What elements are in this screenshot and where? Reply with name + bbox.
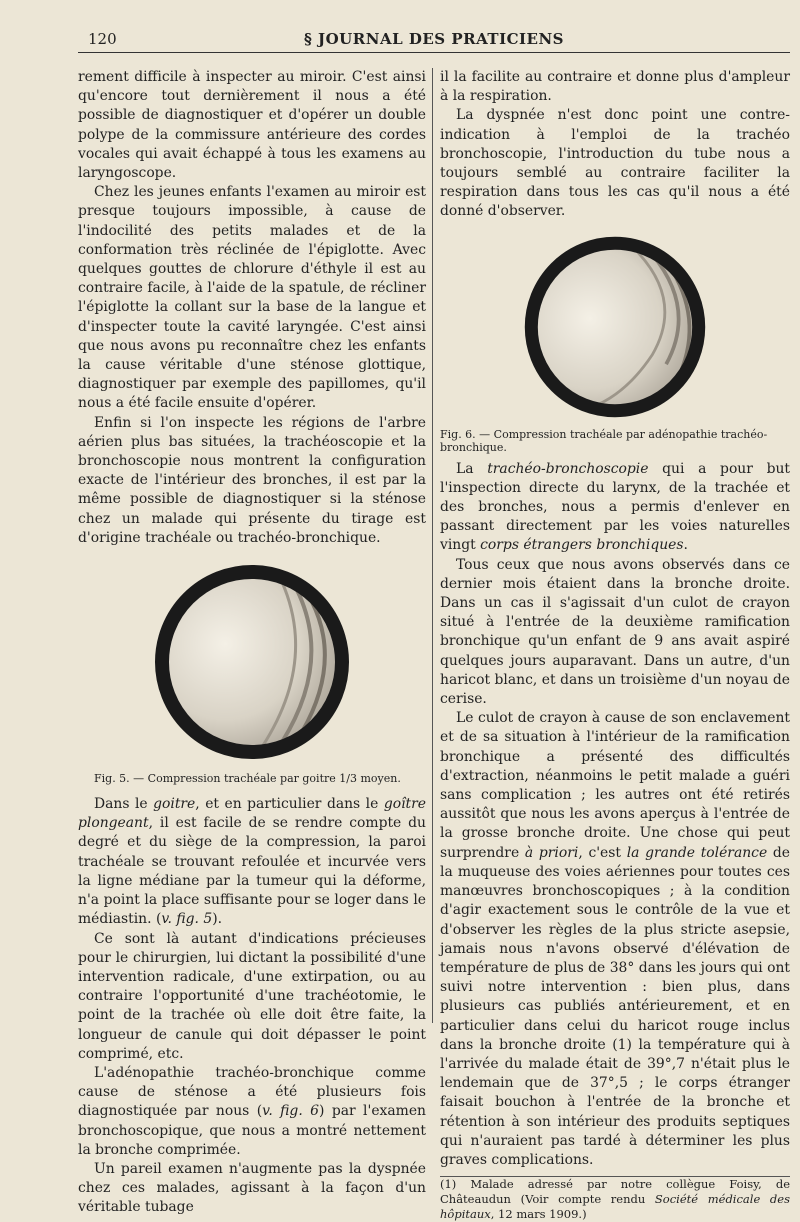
journal-title: § JOURNAL DES PRATICIENS — [303, 30, 565, 48]
paragraph: Enfin si l'on inspecte les régions de l'arbre aérien plus bas situées, la trachéoscopie et la bronchoscopie nous montrent la configuration exacte de l'intérieur des bronches, il est par la même possible de diagnostiquer si la sténose chez un malade qui présente du tirage est d'origine trachéale ou trachéo-bronchique. — [78, 414, 426, 546]
figure-6-endoscopic-view — [522, 234, 708, 420]
figure-5-caption: Fig. 5. — Compression trachéale par goitre 1/3 moyen. — [94, 772, 401, 786]
paragraph: Un pareil examen n'augmente pas la dyspnée chez ces malades, agissant à la façon d'un véritable tubage — [78, 1160, 426, 1216]
paragraph: il la facilite au contraire et donne plus d'ampleur à la respiration. — [440, 69, 790, 105]
paragraph: La trachéo-bronchoscopie qui a pour but l'inspection directe du larynx, de la trachée et des bronches, nous a permis d'enlever en passant directement par les voies naturelles vingt corps étrangers bronchiques. — [440, 460, 790, 554]
paragraph: L'adénopathie trachéo-bronchique comme cause de sténose a été plusieurs fois diagnostiquée par nous (v. fig. 6) par l'examen bronchoscopique, que nous a montré nettement la bronche comprimée. — [78, 1064, 426, 1158]
footnote: (1) Malade adressé par notre collègue Foisy, de Châteaudun (Voir compte rendu Société médicale des hôpitaux, 12 mars 1909.) — [440, 1177, 790, 1222]
running-header — [78, 26, 790, 53]
figure-6-caption: Fig. 6. — Compression trachéale par adénopathie trachéo- bronchique. — [440, 427, 768, 454]
figure-5-endoscopic-view — [152, 562, 352, 762]
paragraph: rement difficile à inspecter au miroir. C'est ainsi qu'encore tout dernièrement il nous a été possible de diagnostiquer et d'opérer un double polype de la commissure antérieure des cordes vocales qui avait échappé à tous les examens au laryngoscope. — [78, 69, 426, 182]
left-column — [78, 68, 426, 1218]
right-column — [440, 68, 790, 1222]
column-divider — [432, 68, 433, 1023]
paragraph: Chez les jeunes enfants l'examen au miroir est presque toujours impossible, à cause de l'indocilité des petits malades et de la conformation très réclinée de l'épiglotte. Avec quelques gouttes de chlorure d'éthyle il est au contraire facile, à l'aide de la spatule, de récliner l'épiglotte la collant sur la base de la langue et d'inspecter toute la cavité laryngée. C'est ainsi que nous avons pu reconnaître chez les enfants la cause véritable d'une sténose glottique, diagnostiquer par exemple des papillomes, qu'il nous a été facile ensuite d'opérer. — [78, 184, 426, 412]
page-number: 120 — [88, 30, 117, 48]
paragraph: La dyspnée n'est donc point une contre-indication à l'emploi de la trachéo bronchoscopie, l'introduction du tube nous a toujours semblé au contraire faciliter la respiration dans tous les cas qu'il nous a été donné d'observer. — [440, 107, 790, 220]
figure-5 — [78, 562, 426, 785]
paragraph: Le culot de crayon à cause de son enclavement et de sa situation à l'intérieur de la ramification bronchique a présenté des difficultés d'extraction, néanmoins le petit malade a guéri sans complication ; les autres ont été retirés aussitôt que nous les avons aperçus à l'entrée de la grosse bronche droite. Une chose qui peut surprendre à priori, c'est la grande tolérance de la muqueuse des voies aériennes pour toutes ces manœuvres bronchoscopiques ; à la condition d'agir exactement sous le contrôle de la vue et d'observer les règles de la plus stricte asepsie, jamais nous n'avons observé d'élévation de température de plus de 38° dans les jours qui ont suivi notre intervention : bien plus, dans plusieurs cas publiés antérieurement, et en particulier dans celui du haricot rouge inclus dans la bronche droite (1) la température qui à l'arrivée du malade était de 39°,7 n'était plus le lendemain que de 37°,5 ; le corps étranger faisait bouchon à l'entrée de la bronche et rétention à son intérieur des produits septiques qui n'auraient pas tardé à déterminer les plus graves complications. — [440, 710, 791, 1168]
paragraph: Dans le goitre, et en particulier dans le goître plongeant, il est facile de se rendre compte du degré et du siège de la compression, la paroi trachéale se trouvant refoulée et incurvée vers la ligne médiane par la tumeur qui la déforme, n'a point la place suffisante pour se loger dans le médiastin. (v. fig. 5). — [78, 796, 426, 928]
paragraph: Tous ceux que nous avons observés dans ce dernier mois étaient dans la bronche droite. Dans un cas il s'agissait d'un culot de crayon situé à l'entrée de la deuxième ramification bronchique qu'un enfant de 9 ans avait aspiré quelques jours auparavant. Dans un autre, d'un haricot blanc, et dans un troisième d'un noyau de cerise. — [440, 556, 790, 708]
paragraph: Ce sont là autant d'indications précieuses pour le chirurgien, lui dictant la possibilité d'une intervention radicale, d'une extirpation, ou au contraire l'opportunité d'une trachéotomie, le point de la trachée où elle doit être faite, la longueur de canule qui doit dépasser le point comprimé, etc. — [78, 930, 426, 1062]
figure-6 — [440, 234, 790, 454]
